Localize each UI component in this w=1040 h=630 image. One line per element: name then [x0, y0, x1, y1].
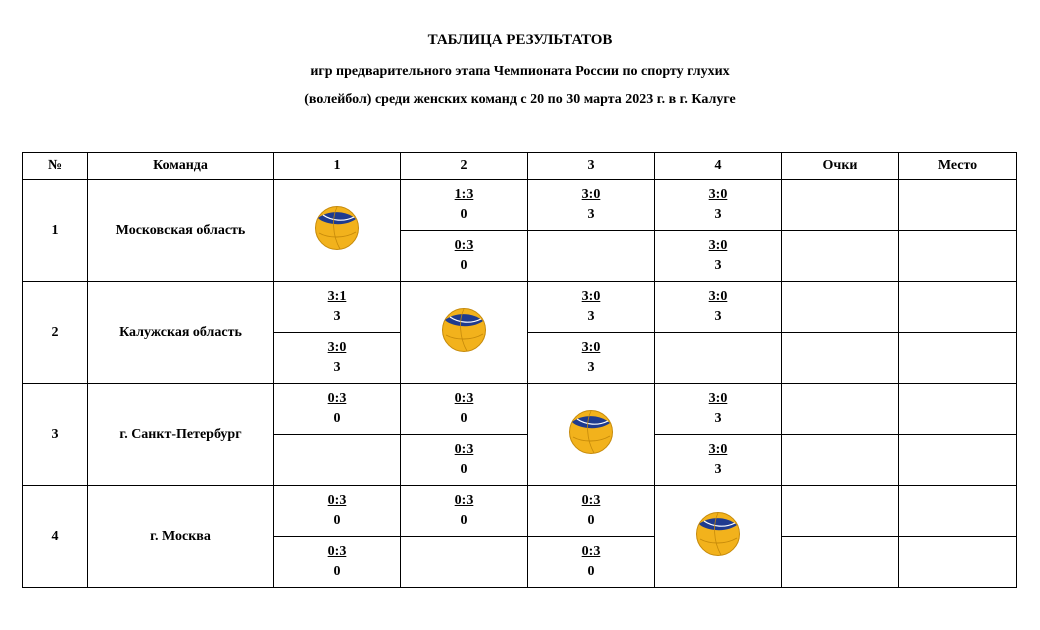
place-cell [899, 231, 1017, 282]
self-cell [401, 282, 528, 384]
score-cell: $\frac{0:3}{0}$ [528, 486, 655, 537]
score-cell: $\frac{0:3}{0}$ [401, 384, 528, 435]
document-title: ТАБЛИЦА РЕЗУЛЬТАТОВ [427, 32, 613, 48]
team-number: 2 [23, 282, 88, 384]
col-header-place: Место [899, 153, 1017, 180]
place-cell [899, 384, 1017, 435]
team-name: г. Санкт-Петербург [88, 384, 274, 486]
score-cell: $\frac{0:3}{0}$ [401, 435, 528, 486]
col-header-number: № [23, 153, 88, 180]
team-number: 1 [23, 180, 88, 282]
document-subtitle-line-1: игр предварительного этапа Чемпионата России по спорту глухих [310, 64, 730, 79]
score-cell: $\frac{3:0}{3}$ [655, 384, 782, 435]
volleyball-icon [695, 511, 741, 557]
col-header-4: 4 [655, 153, 782, 180]
team-name: Калужская область [88, 282, 274, 384]
team-number: 4 [23, 486, 88, 588]
self-cell [274, 180, 401, 282]
score-cell: $\frac{0:3}{0}$ [274, 384, 401, 435]
score-cell [528, 231, 655, 282]
place-cell [899, 486, 1017, 537]
points-cell [782, 435, 899, 486]
team-name: г. Москва [88, 486, 274, 588]
place-cell [899, 537, 1017, 588]
col-header-team: Команда [88, 153, 274, 180]
table-row [23, 282, 1017, 333]
score-cell: $\frac{3:0}{3}$ [655, 282, 782, 333]
volleyball-icon [441, 307, 487, 353]
results-table [22, 152, 1017, 588]
self-cell [528, 384, 655, 486]
score-cell [655, 333, 782, 384]
team-number: 3 [23, 384, 88, 486]
score-cell: $\frac{0:3}{0}$ [401, 231, 528, 282]
table-header-row [23, 153, 1017, 180]
col-header-2: 2 [401, 153, 528, 180]
volleyball-icon [568, 409, 614, 455]
col-header-1: 1 [274, 153, 401, 180]
self-cell [655, 486, 782, 588]
score-cell: $\frac{0:3}{0}$ [401, 486, 528, 537]
table-row [23, 180, 1017, 231]
score-cell: $\frac{0:3}{0}$ [274, 537, 401, 588]
volleyball-icon [314, 205, 360, 251]
points-cell [782, 231, 899, 282]
score-cell: $\frac{3:0}{3}$ [528, 180, 655, 231]
score-cell: $\frac{0:3}{0}$ [274, 486, 401, 537]
points-cell [782, 486, 899, 537]
score-cell [274, 435, 401, 486]
place-cell [899, 333, 1017, 384]
score-cell: $\frac{3:0}{3}$ [655, 231, 782, 282]
score-cell: $\frac{3:0}{3}$ [655, 180, 782, 231]
points-cell [782, 384, 899, 435]
score-cell: $\frac{3:0}{3}$ [528, 333, 655, 384]
table-row [23, 486, 1017, 537]
score-cell: $\frac{1:3}{0}$ [401, 180, 528, 231]
score-cell: $\frac{3:0}{3}$ [528, 282, 655, 333]
place-cell [899, 180, 1017, 231]
points-cell [782, 180, 899, 231]
points-cell [782, 333, 899, 384]
document-subtitle-line-2: (волейбол) среди женских команд с 20 по 30 марта 2023 г. в г. Калуге [304, 92, 736, 107]
score-cell: $\frac{3:1}{3}$ [274, 282, 401, 333]
place-cell [899, 435, 1017, 486]
table-row [23, 384, 1017, 435]
col-header-points: Очки [782, 153, 899, 180]
place-cell [899, 282, 1017, 333]
team-name: Московская область [88, 180, 274, 282]
points-cell [782, 282, 899, 333]
points-cell [782, 537, 899, 588]
score-cell: $\frac{3:0}{3}$ [274, 333, 401, 384]
score-cell [401, 537, 528, 588]
score-cell: $\frac{0:3}{0}$ [528, 537, 655, 588]
score-cell: $\frac{3:0}{3}$ [655, 435, 782, 486]
col-header-3: 3 [528, 153, 655, 180]
